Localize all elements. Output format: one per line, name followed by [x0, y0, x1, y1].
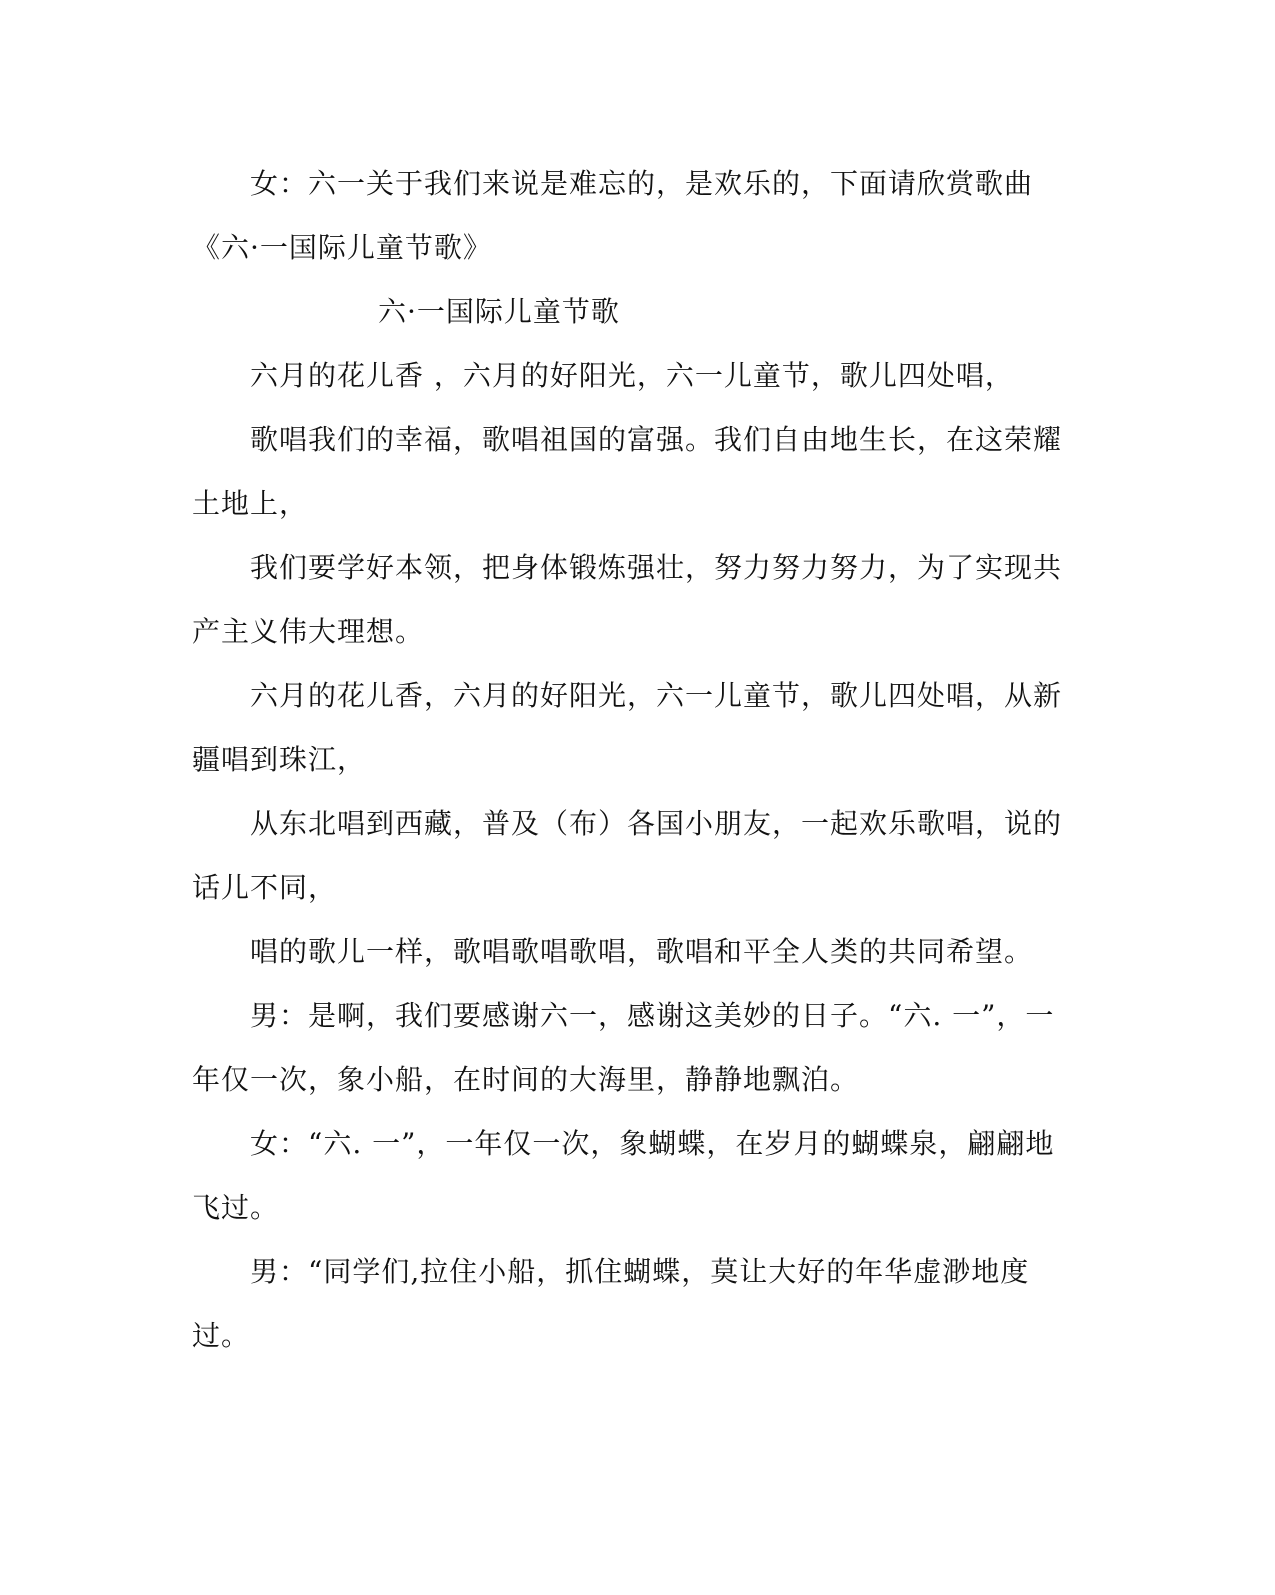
lyric-line-2: 歌唱我们的幸福，歌唱祖国的富强。我们自由地生长，在这荣耀土地上， [192, 423, 1063, 520]
dialogue-male-2: 男：“同学们,拉住小船，抓住蝴蝶，莫让大好的年华虚渺地度过。 [192, 1255, 1030, 1352]
song-title: 六·一国际儿童节歌 [378, 295, 620, 328]
lyric-line-6: 唱的歌儿一样，歌唱歌唱歌唱，歌唱和平全人类的共同希望。 [250, 935, 1034, 968]
dialogue-female-1: 女：“六. 一”，一年仅一次，象蝴蝶，在岁月的蝴蝶泉，翩翩地飞过。 [192, 1127, 1055, 1224]
lyric-line-3: 我们要学好本领，把身体锻炼强壮，努力努力努力，为了实现共产主义伟大理想。 [192, 551, 1063, 648]
document-body [192, 152, 1072, 1368]
lyric-line-5: 从东北唱到西藏，普及（布）各国小朋友，一起欢乐歌唱，说的话儿不同， [192, 807, 1063, 904]
lyric-line-1: 六月的花儿香 ，六月的好阳光，六一儿童节，歌儿四处唱， [250, 359, 1014, 392]
intro-paragraph: 女：六一关于我们来说是难忘的，是欢乐的，下面请欣赏歌曲《六·一国际儿童节歌》 [192, 167, 1034, 264]
dialogue-male-1: 男：是啊，我们要感谢六一，感谢这美妙的日子。“六. 一”，一年仅一次，象小船，在时间的大海里，静静地飘泊。 [192, 999, 1055, 1096]
lyric-line-4: 六月的花儿香，六月的好阳光，六一儿童节，歌儿四处唱，从新疆唱到珠江， [192, 679, 1063, 776]
